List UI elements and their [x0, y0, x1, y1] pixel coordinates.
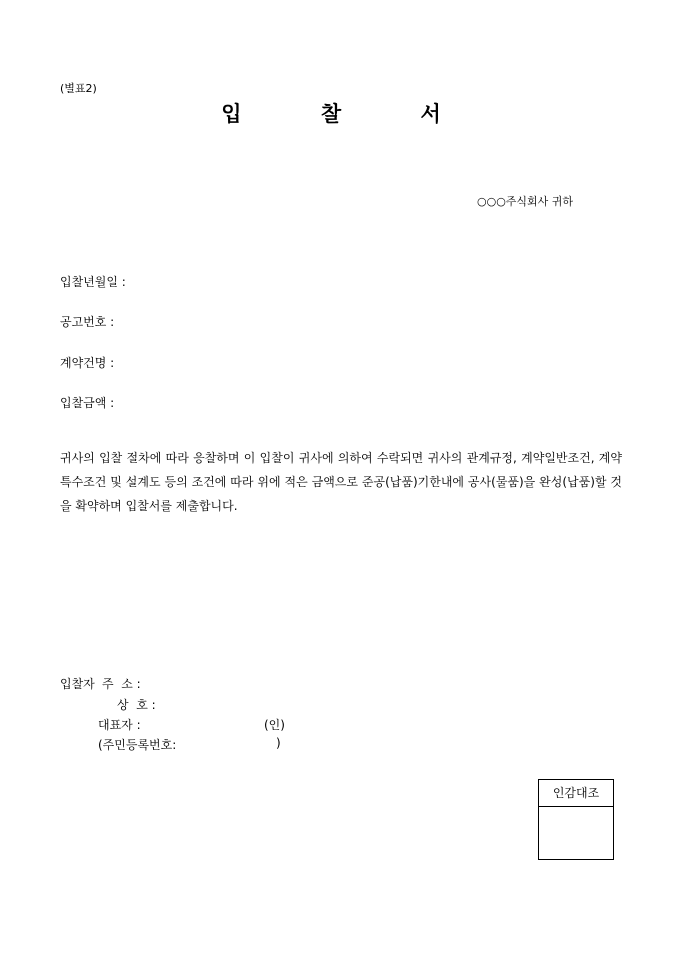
field-notice-number — [60, 313, 318, 330]
bidder-resident-number-label: (주민등록번호: — [98, 738, 177, 752]
field-bid-date-label: 입찰년월일 : — [60, 275, 126, 289]
bidder-prefix: 입찰자 — [60, 677, 95, 691]
bidder-representative-label: 대표자 : — [98, 718, 141, 732]
bidder-resident-number-close: ) — [276, 736, 281, 750]
bidder-address-label: 주 소 : — [102, 677, 141, 691]
recipient-line: ○○○주식회사 귀하 — [477, 195, 574, 208]
bidder-seal-mark: (인) — [264, 718, 285, 732]
form-title: 입 찰 서 — [221, 102, 477, 126]
seal-comparison-box — [538, 779, 614, 860]
seal-comparison-header: 인감대조 — [539, 780, 613, 807]
field-bid-amount — [60, 394, 318, 411]
field-notice-number-label: 공고번호 : — [60, 315, 115, 329]
bidder-trade-name-label: 상 호 : — [117, 698, 156, 712]
field-contract-name-label: 계약건명 : — [60, 356, 115, 370]
pledge-paragraph: 귀사의 입찰 절차에 따라 응찰하며 이 입찰이 귀사에 의하여 수락되면 귀사의 관계규정, 계약일반조건, 계약특수조건 및 설계도 등의 조건에 따라 위에 적은 금액으로 준공(납품)기한내에 공사(물품)을 완성(납품)할 것을 확약하며 입찰서를 제출합니다. — [60, 451, 622, 513]
field-bid-amount-label: 입찰금액 : — [60, 396, 115, 410]
field-bid-date — [60, 273, 330, 290]
annex-label: (별표2) — [60, 82, 97, 95]
field-contract-name — [60, 354, 318, 371]
